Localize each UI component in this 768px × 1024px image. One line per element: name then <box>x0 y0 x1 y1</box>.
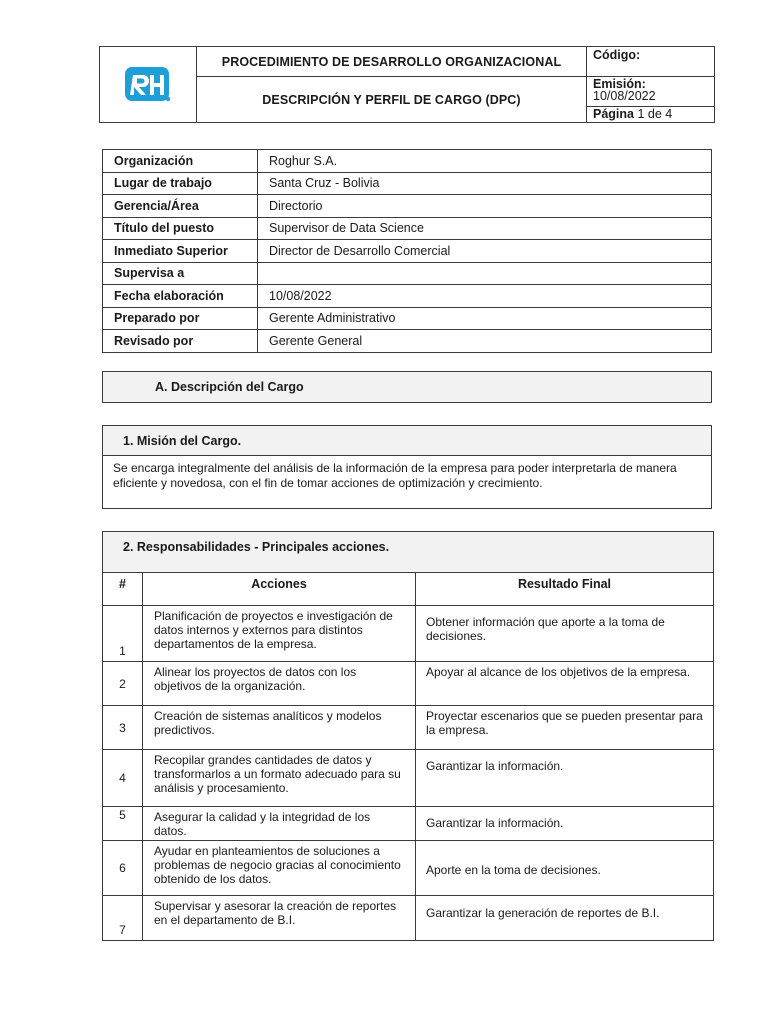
info-label: Organización <box>103 150 258 173</box>
row-action: Recopilar grandes cantidades de datos y transformarlos a un formato adecuado para su análisis y procesamiento. <box>143 750 416 807</box>
info-label: Revisado por <box>103 330 258 353</box>
info-label: Título del puesto <box>103 217 258 240</box>
row-result: Garantizar la información. <box>416 750 714 807</box>
info-label: Lugar de trabajo <box>103 172 258 195</box>
table-row <box>103 285 712 308</box>
col-header-result: Resultado Final <box>416 573 714 606</box>
table-row <box>103 807 714 841</box>
row-number: 4 <box>103 750 143 807</box>
table-row <box>103 217 712 240</box>
row-number: 7 <box>103 896 143 941</box>
row-action: Supervisar y asesorar la creación de reportes en el departamento de B.I. <box>143 896 416 941</box>
info-value: Directorio <box>258 195 712 218</box>
issue-label: Emisión: <box>593 77 646 91</box>
row-number: 6 <box>103 841 143 896</box>
table-row <box>103 606 714 662</box>
info-value: Supervisor de Data Science <box>258 217 712 240</box>
row-action: Creación de sistemas analíticos y modelos predictivos. <box>143 706 416 750</box>
row-number: 1 <box>103 606 143 662</box>
row-result: Obtener información que aporte a la toma de decisiones. <box>416 606 714 662</box>
table-row <box>103 330 712 353</box>
info-value: 10/08/2022 <box>258 285 712 308</box>
row-action: Ayudar en planteamientos de soluciones a problemas de negocio gracias al conocimiento obtenido de los datos. <box>143 841 416 896</box>
info-label: Preparado por <box>103 307 258 330</box>
table-row <box>103 706 714 750</box>
row-action: Planificación de proyectos e investigación de datos internos y externos para distintos departamentos de la empresa. <box>143 606 416 662</box>
mission-box <box>102 425 712 509</box>
issue-cell <box>587 77 715 107</box>
document-title: DESCRIPCIÓN Y PERFIL DE CARGO (DPC) <box>197 77 587 123</box>
row-result: Aporte en la toma de decisiones. <box>416 841 714 896</box>
mission-title: 1. Misión del Cargo. <box>103 426 711 456</box>
page-cell <box>587 107 715 123</box>
row-action: Asegurar la calidad y la integridad de los datos. <box>143 807 416 841</box>
section-a-heading: A. Descripción del Cargo <box>102 371 712 403</box>
table-row <box>103 195 712 218</box>
job-info-table <box>102 149 712 353</box>
row-number: 2 <box>103 662 143 706</box>
info-value: Gerente General <box>258 330 712 353</box>
row-result: Proyectar escenarios que se pueden presentar para la empresa. <box>416 706 714 750</box>
table-row <box>103 240 712 263</box>
row-result: Garantizar la generación de reportes de B.I. <box>416 896 714 941</box>
table-row <box>103 172 712 195</box>
code-cell <box>587 47 715 77</box>
responsibilities-title: 2. Responsabilidades - Principales acciones. <box>103 532 714 573</box>
responsibilities-table <box>102 531 714 941</box>
table-row <box>103 841 714 896</box>
table-row <box>103 750 714 807</box>
procedure-title: PROCEDIMIENTO DE DESARROLLO ORGANIZACIONAL <box>197 47 587 77</box>
info-value: Director de Desarrollo Comercial <box>258 240 712 263</box>
info-label: Gerencia/Área <box>103 195 258 218</box>
page-number: 1 de 4 <box>637 107 673 121</box>
info-value <box>258 262 712 285</box>
row-number: 5 <box>103 807 143 841</box>
info-value: Gerente Administrativo <box>258 307 712 330</box>
document-header <box>99 46 715 123</box>
col-header-num: # <box>103 573 143 606</box>
row-action: Alinear los proyectos de datos con los objetivos de la organización. <box>143 662 416 706</box>
row-result: Garantizar la información. <box>416 807 714 841</box>
logo-cell <box>100 47 197 123</box>
info-label: Fecha elaboración <box>103 285 258 308</box>
code-label: Código: <box>593 48 641 62</box>
table-row <box>103 896 714 941</box>
table-row <box>103 262 712 285</box>
table-row <box>103 307 712 330</box>
row-number: 3 <box>103 706 143 750</box>
col-header-actions: Acciones <box>143 573 416 606</box>
info-value: Santa Cruz - Bolivia <box>258 172 712 195</box>
mission-text: Se encarga integralmente del análisis de la información de la empresa para poder interpretarla de manera eficiente y novedosa, con el fin de tomar acciones de optimización y crecimiento. <box>113 461 677 490</box>
company-logo-icon <box>124 66 172 104</box>
table-row <box>103 662 714 706</box>
row-result: Apoyar al alcance de los objetivos de la empresa. <box>416 662 714 706</box>
page-label: Página <box>593 107 634 121</box>
issue-date: 10/08/2022 <box>593 89 656 103</box>
info-label: Inmediato Superior <box>103 240 258 263</box>
info-value: Roghur S.A. <box>258 150 712 173</box>
table-row <box>103 150 712 173</box>
info-label: Supervisa a <box>103 262 258 285</box>
